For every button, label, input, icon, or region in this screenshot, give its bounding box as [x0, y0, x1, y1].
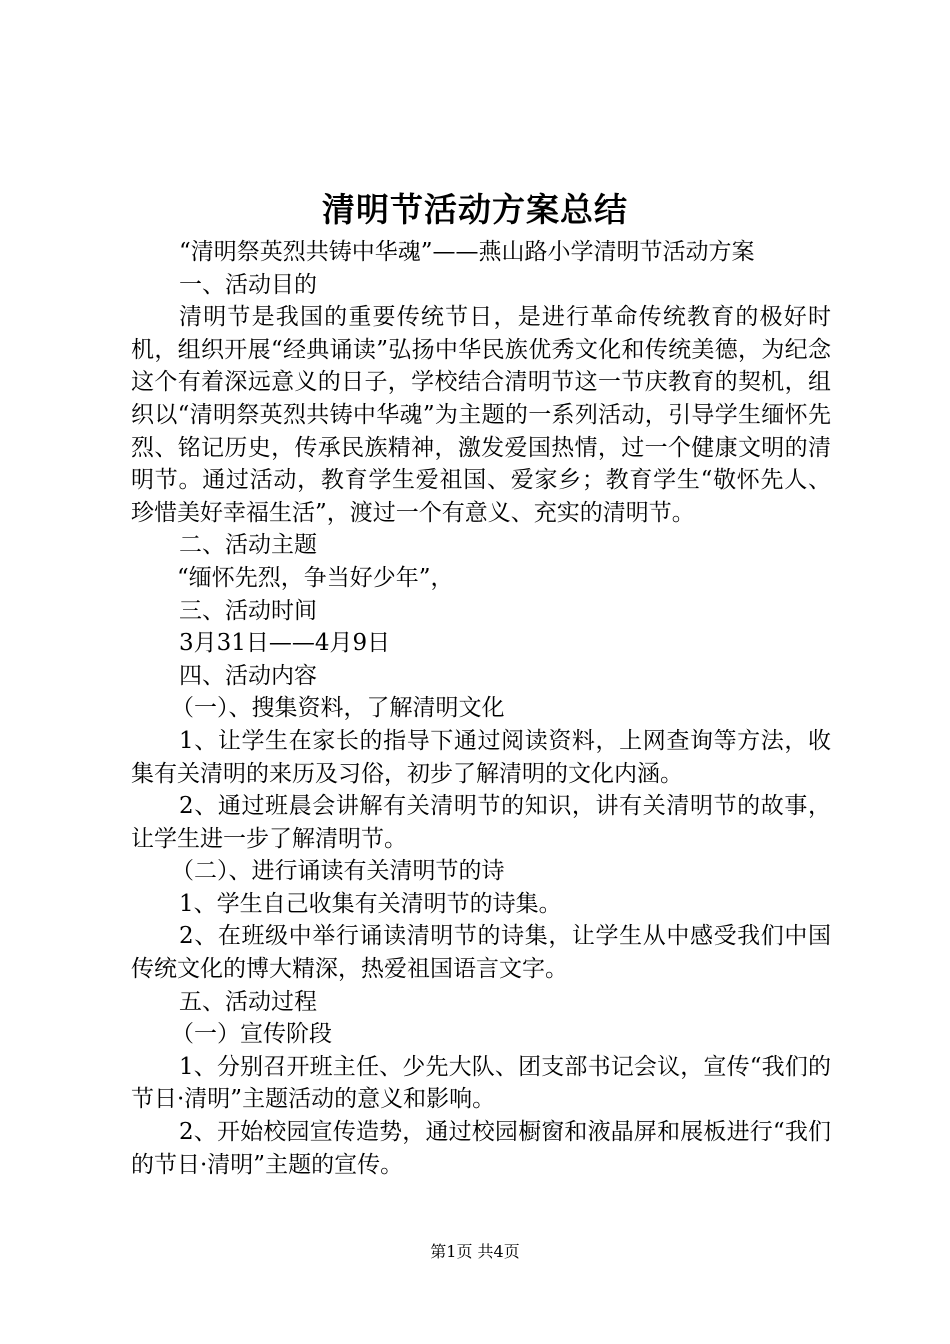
subsection-heading-poems: （二）、进行诵读有关清明节的诗 — [171, 858, 505, 885]
subsection-heading-publicity: （一）宣传阶段 — [171, 1021, 332, 1048]
paragraph-purpose: 清明节是我国的重要传统节日，是进行革命传统教育的极好时机，组织开展“经典诵读”弘扬中华民族优秀文化和传统美德，为纪念这个有着深远意义的日子，学校结合清明节这一节庆教育的契机，组织以“清明祭英烈共铸中华魂”为主题的一系列活动，引导学生缅怀先烈、铭记历史，传承民族精神，激发爱国热情，过一个健康文明的清明节。通过活动，教育学生爱祖国、爱家乡；教育学生“敬怀先人、珍惜美好幸福生活”，渡过一个有意义、充实的清明节。 — [131, 304, 831, 526]
paragraph-theme: “缅怀先烈，争当好少年”， — [177, 564, 454, 591]
list-item-collect-1: 1、让学生在家长的指导下通过阅读资料，上网查询等方法，收集有关清明的来历及习俗，初步了解清明的文化内涵。 — [131, 727, 831, 787]
section-heading-content: 四、活动内容 — [179, 662, 317, 689]
document-body — [131, 236, 831, 1181]
page-footer: 第1页 共4页 — [430, 1242, 520, 1261]
subsection-heading-collect: （一）、搜集资料，了解清明文化 — [171, 695, 505, 722]
list-item-poems-1: 1、学生自己收集有关清明节的诗集。 — [179, 890, 562, 917]
section-heading-time: 三、活动时间 — [179, 597, 317, 624]
list-item-poems-2: 2、在班级中举行诵读清明节的诗集，让学生从中感受我们中国传统文化的博大精深，热爱祖国语言文字。 — [131, 923, 831, 983]
section-heading-purpose: 一、活动目的 — [179, 271, 317, 298]
section-heading-theme: 二、活动主题 — [179, 532, 317, 559]
list-item-collect-2: 2、通过班晨会讲解有关清明节的知识，讲有关清明节的故事，让学生进一步了解清明节。 — [131, 793, 831, 852]
paragraph-time: 3月31日——4月9日 — [179, 630, 391, 657]
section-heading-process: 五、活动过程 — [179, 988, 317, 1015]
document-title: 清明节活动方案总结 — [322, 190, 628, 229]
list-item-publicity-2: 2、开始校园宣传造势，通过校园橱窗和液晶屏和展板进行“我们的节日·清明”主题的宣传。 — [131, 1119, 831, 1178]
subtitle-paragraph: “清明祭英烈共铸中华魂”——燕山路小学清明节活动方案 — [179, 239, 755, 265]
list-item-publicity-1: 1、分别召开班主任、少先大队、团支部书记会议，宣传“我们的节日·清明”主题活动的意义和影响。 — [131, 1053, 831, 1113]
